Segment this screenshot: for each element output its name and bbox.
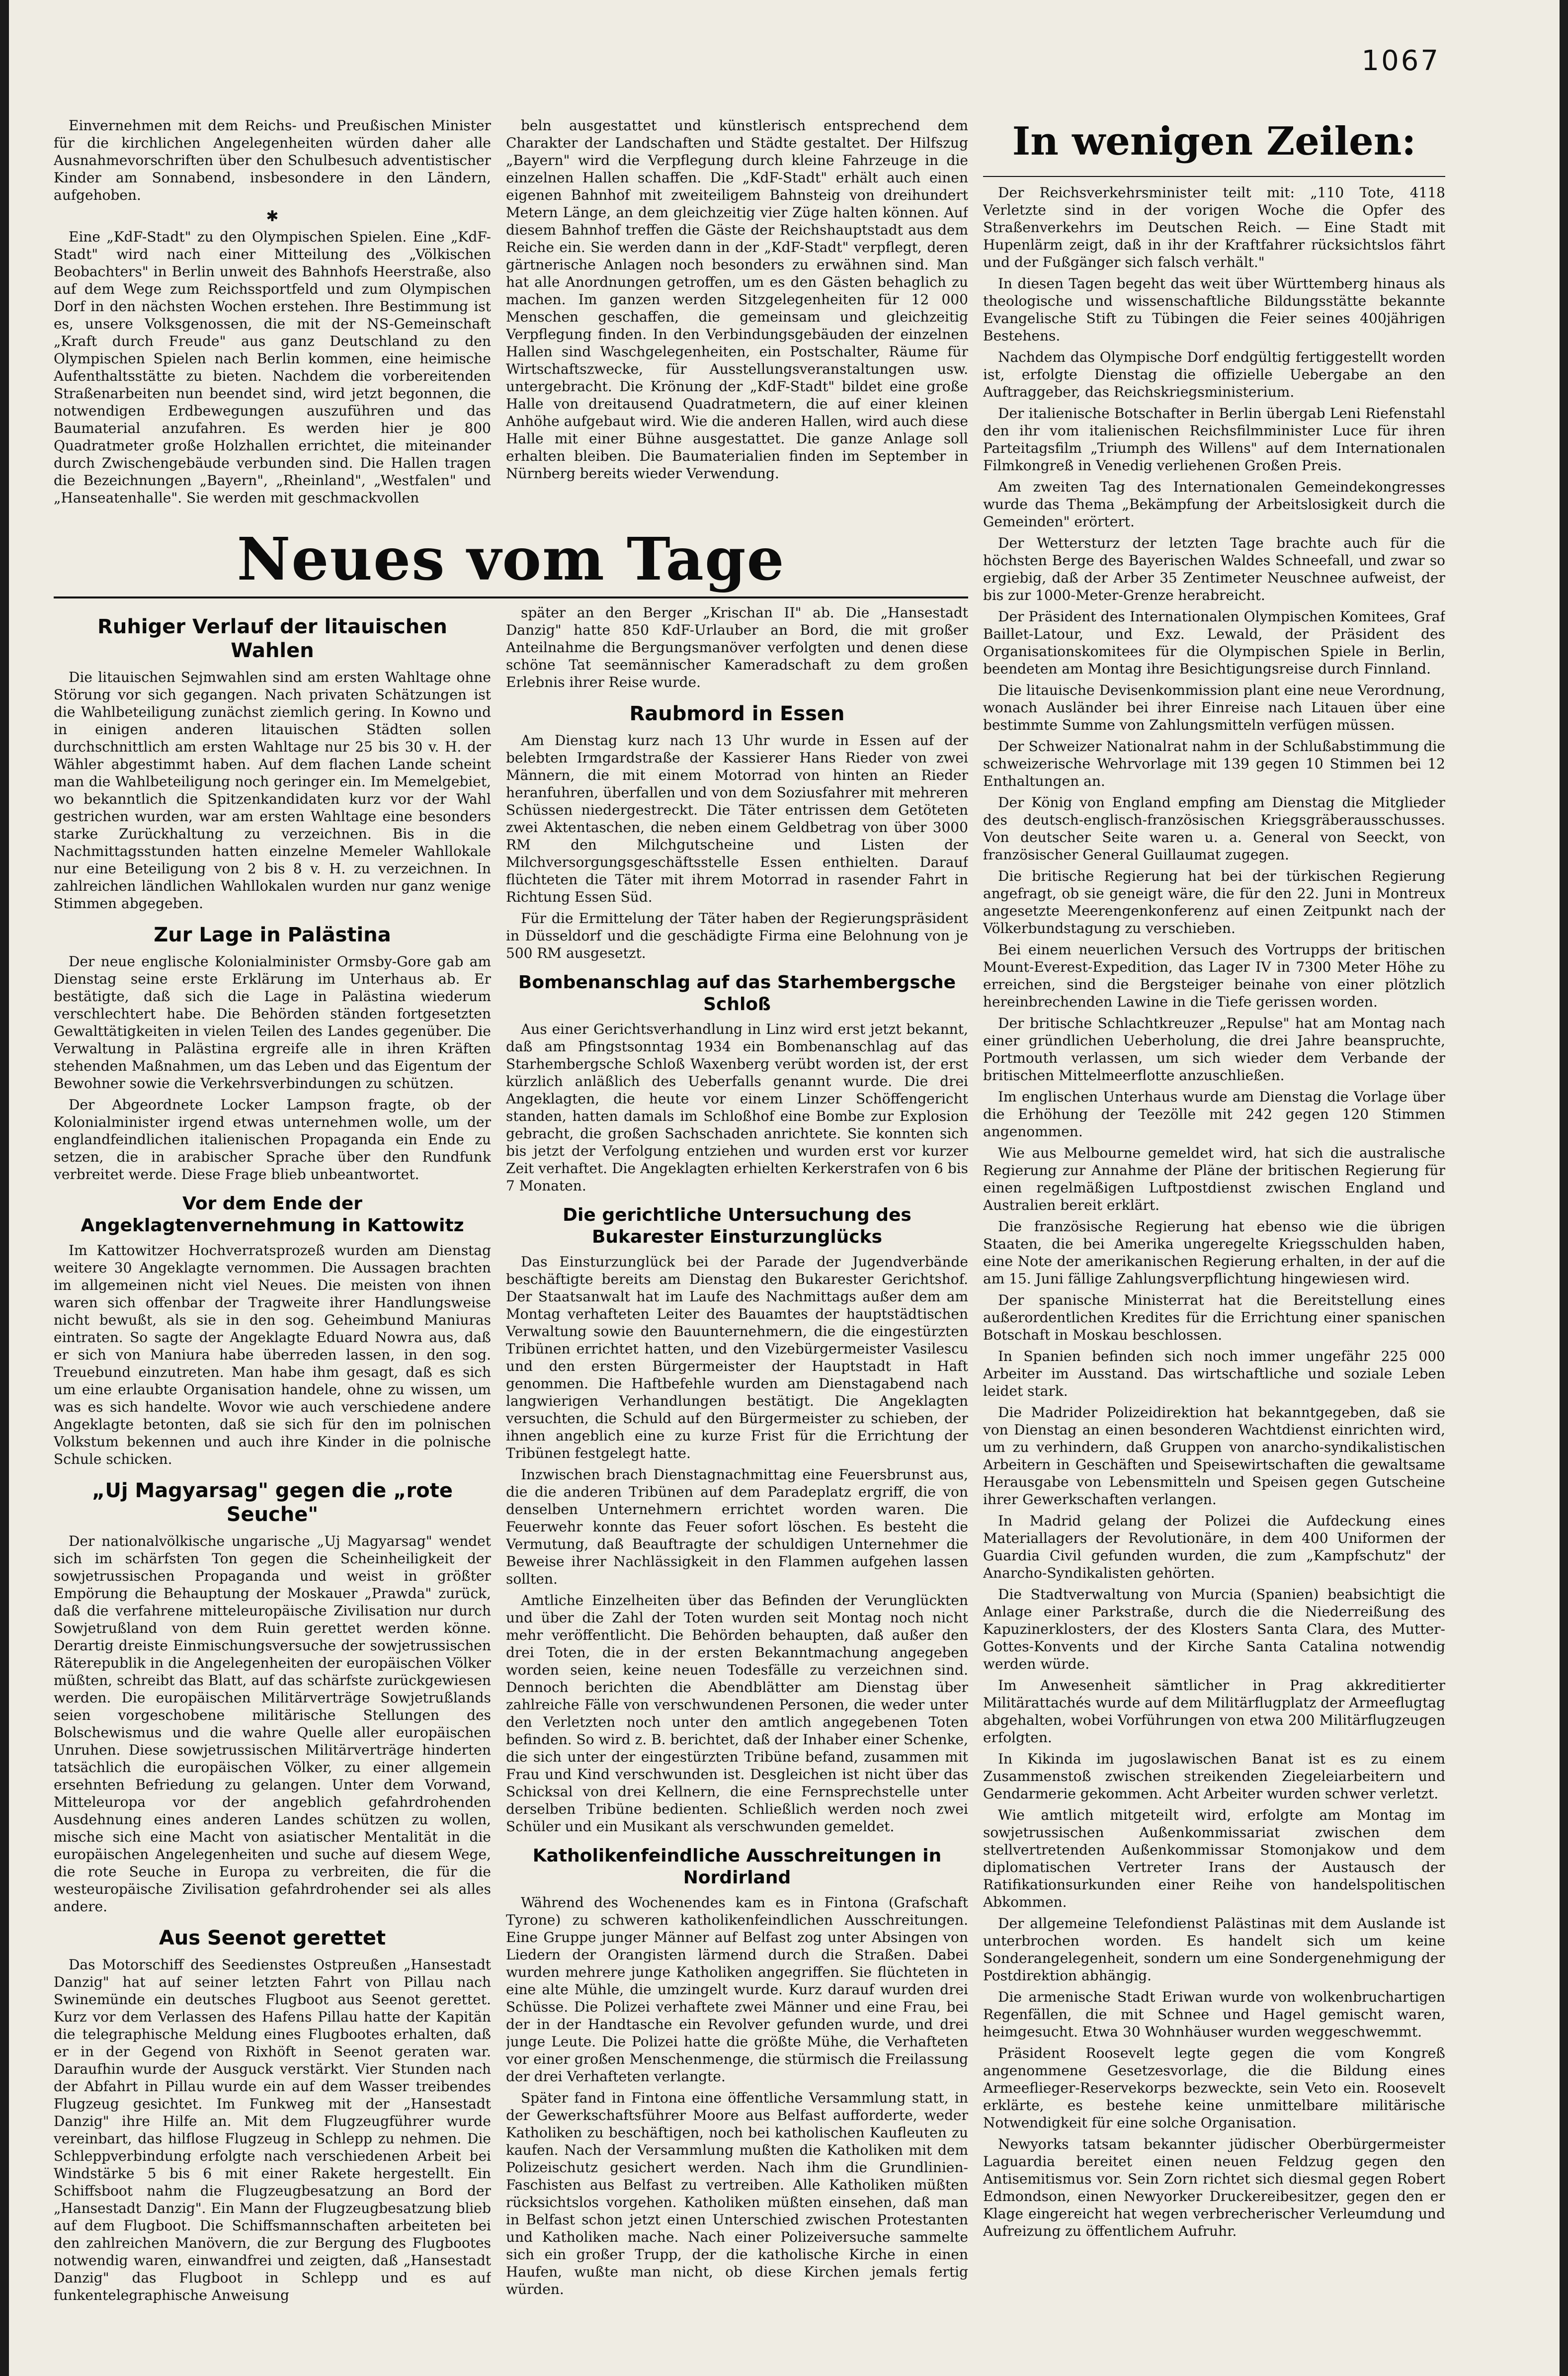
- article-paragraph: Am Dienstag kurz nach 13 Uhr wurde in Essen auf der belebten Irmgardstraße der Kassierer Hans Rieder von zwei Männern, die mit einem Motorrad von hinten an Rieder heranfuhren, überfallen und von dem Soziusfahrer mit mehreren Schüssen niedergestreckt. Die Täter entrissen dem Getöteten zwei Aktentaschen, die neben einem Geldbetrag von über 3000 RM den Milchgutscheine und Listen der Milchversorgungsgeschäftsstelle Essen enthielten. Darauf flüchteten die Täter mit ihrem Motorrad in rasender Fahrt in Richtung Essen Süd.: [506, 732, 968, 905]
- article-paragraph: Später fand in Fintona eine öffentliche Versammlung statt, in der Gewerkschaftsführer Moore aus Belfast aufforderte, weder Katholiken zu beschäftigen, noch bei katholischen Kaufleuten zu kaufen. Nach der Versammlung mußten die Katholiken mit dem Polizeischutz gesichert werden. Nach ihm die Grundlinien-Faschisten aus Belfast zu vertreiben. Alle Katholiken müßten rücksichtslos vorgehen. Katholiken müßten einsehen, daß man in Belfast schon jetzt einen Unterschied zwischen Protestanten und Katholiken mache. Nach einer Polizeiversuche sammelte sich ein großer Trupp, der die katholische Kirche in einen Haufen, wußte man nicht, ob diese Kirchen jemals fertig würden.: [506, 2090, 968, 2297]
- article-paragraph: Am zweiten Tag des Internationalen Gemeindekongresses wurde das Thema „Bekämpfung der Arbeitslosigkeit durch die Gemeinden" erörtert.: [983, 479, 1445, 530]
- article-paragraph: Das Motorschiff des Seedienstes Ostpreußen „Hansestadt Danzig" hat auf seiner letzten Fahrt von Pillau nach Swinemünde ein deutsches Flugboot aus Seenot gerettet. Kurz vor dem Verlassen des Hafens Pillau hatte der Kapitän die telegraphische Meldung eines Flugbootes erhalten, daß er in der Gegend von Rixhöft in Seenot geraten war. Daraufhin wurde der Ausguck verstärkt. Vier Stunden nach der Abfahrt in Pillau wurde ein auf dem Wasser treibendes Flugzeug gesichtet. Im Funkweg mit der „Hansestadt Danzig" ihre Hilfe an. Mit dem Flugzeugführer wurde vereinbart, das hilflose Flugzeug in Schlepp zu nehmen. Die Schleppverbindung erfolgte nach verschiedenen Arbeit bei Windstärke 5 bis 6 mit einer Rakete hergestellt. Ein Schiffsboot nahm die Flugzeugbesatzung an Bord der „Hansestadt Danzig". Ein Mann der Flugzeugbesatzung blieb auf dem Flugboot. Die Schiffsmannschaften arbeiteten bei den zahlreichen Manövern, die zur Bergung des Flugbootes notwendig waren, einwandfrei und zeigten, daß „Hansestadt Danzig" das Flugboot in Schlepp und es auf funkentelegraphische Anweisung: [54, 1956, 491, 2303]
- newspaper-page: [9, 0, 1560, 2376]
- section-banner: Neues vom Tage: [237, 524, 785, 594]
- article-paragraph: In Spanien befinden sich noch immer ungefähr 225 000 Arbeiter im Ausstand. Das wirtschaftliche und soziale Leben leidet stark.: [983, 1348, 1445, 1399]
- article-paragraph: Die armenische Stadt Eriwan wurde von wolkenbruchartigen Regenfällen, die mit Schnee und Hagel gemischt waren, heimgesucht. Etwa 30 Wohnhäuser wurden weggeschwemmt.: [983, 1989, 1445, 2040]
- article-paragraph: Der König von England empfing am Dienstag die Mitglieder des deutsch-englisch-französischen Kriegsgräberausschusses. Von deutscher Seite waren u. a. General von Seeckt, von französischer General Guillaumat zugegen.: [983, 794, 1445, 863]
- article-paragraph: Der Wettersturz der letzten Tage brachte auch für die höchsten Berge des Bayerischen Waldes Schneefall, und zwar so ergiebig, daß der Arber 35 Zentimeter Neuschnee aufweist, der bis zur 1000-Meter-Grenze herabreicht.: [983, 535, 1445, 603]
- article-paragraph: Die Stadtverwaltung von Murcia (Spanien) beabsichtigt die Anlage einer Parkstraße, durch die die Niederreißung des Kapuzinerklosters, der des Klosters Santa Clara, des Mutter-Gottes-Konvents und der Kirche Santa Catalina notwendig werden würde.: [983, 1586, 1445, 1672]
- article-headline: Katholikenfeindliche Ausschreitungen in Nordirland: [532, 1846, 942, 1888]
- article-paragraph: Der allgemeine Telefondienst Palästinas mit dem Auslande ist unterbrochen worden. Es handelt sich um keine Sonderangelegenheit, sondern um eine Sondergenehmigung der Postdirektion abhängig.: [983, 1915, 1445, 1984]
- article-paragraph: Wie amtlich mitgeteilt wird, erfolgte am Montag im sowjetrussischen Außenkommissariat zwischen dem stellvertretenden Außenkommissar Stomonjakow und dem diplomatischen Vertreter Irans der Austausch der Ratifikationsurkunden einer Reihe von handelspolitischen Abkommen.: [983, 1807, 1445, 1910]
- article-headline: Aus Seenot gerettet: [159, 1927, 386, 1950]
- article-paragraph: Der spanische Ministerrat hat die Bereitstellung eines außerordentlichen Kredites für die Errichtung einer spanischen Botschaft in Moskau beschlossen.: [983, 1292, 1445, 1343]
- article-paragraph: In Kikinda im jugoslawischen Banat ist es zu einem Zusammenstoß zwischen streikenden Ziegeleiarbeitern und Gendarmerie gekommen. Acht Arbeiter wurden schwer verletzt.: [983, 1751, 1445, 1802]
- section-headline: In wenigen Zeilen:: [1012, 119, 1416, 164]
- article-paragraph: Die britische Regierung hat bei der türkischen Regierung angefragt, ob sie geneigt wäre, die für den 22. Juni in Montreux angesetzte Meerengenkonferenz auf einen Zeitpunkt nach der Völkerbundstagung zu verschieben.: [983, 868, 1445, 936]
- article-paragraph: Während des Wochenendes kam es in Fintona (Grafschaft Tyrone) zu schweren katholikenfeindlichen Ausschreitungen. Eine Gruppe junger Männer auf Belfast zog unter Absingen von Liedern der Orangisten lärmend durch die Straßen. Dabei wurden mehrere junge Katholiken angegriffen. Sie flüchteten in eine alte Mühle, die umzingelt wurde. Kurz darauf wurden drei Schüsse. Die Polizei verhaftete zwei Männer und eine Frau, bei der in der Handtasche ein Revolver gefunden wurde, und drei junge Leute. Die Polizei hatte die größte Mühe, die Verhafteten vor einer großen Menschenmenge, die stürmisch die Freilassung der drei Verhafteten verlangte.: [506, 1894, 968, 2085]
- article-paragraph: Der Abgeordnete Locker Lampson fragte, ob der Kolonialminister irgend etwas unternehmen wolle, um der englandfeindlichen italienischen Propaganda ein Ende zu setzen, die in arabischer Sprache über den Rundfunk verbreitet werde. Diese Frage blieb unbeantwortet.: [54, 1097, 491, 1183]
- article-paragraph: In Madrid gelang der Polizei die Aufdeckung eines Materiallagers der Revolutionäre, in dem 400 Uniformen der Guardia Civil gefunden wurden, die zum „Kampfschutz" der Anarcho-Syndikalisten gehörten.: [983, 1513, 1445, 1581]
- headline-divider: [983, 176, 1445, 177]
- article-paragraph: Das Einsturzunglück bei der Parade der Jugendverbände beschäftigte bereits am Dienstag den Bukarester Gerichtshof. Der Staatsanwalt hat im Laufe des Nachmittags außer dem am Montag verhafteten Leiter des Bauamtes der hauptstädtischen Verwaltung sowie den Bauunternehmern, die die eingestürzten Tribünen errichtet hatten, und den Vizebürgermeister Vasilescu und den ersten Bürgermeister der Hauptstadt in Haft genommen. Die Haftbefehle wurden am Dienstagabend nach langwierigen Verhandlungen bestätigt. Die Angeklagten versuchten, die Schuld auf den Bürgermeister zu schieben, der ihnen angeblich eine zu kurze Frist für die Errichtung der Tribünen festgelegt hatte.: [506, 1254, 968, 1461]
- article-paragraph: Bei einem neuerlichen Versuch des Vortrupps der britischen Mount-Everest-Expedition, das Lager IV in 7300 Meter Höhe zu erreichen, sind die Bergsteiger beinahe von einer plötzlich hereinbrechenden Lawine in die Tiefe gerissen worden.: [983, 941, 1445, 1010]
- article-headline: Raubmord in Essen: [629, 702, 845, 725]
- article-paragraph: Die französische Regierung hat ebenso wie die übrigen Staaten, die bei Amerika ungeregelte Kriegsschulden haben, eine Note der amerikanischen Regierung erhalten, in der auf die am 15. Juni fällige Zahlungsverpflichtung hingewiesen wird.: [983, 1218, 1445, 1287]
- article-paragraph: Der neue englische Kolonialminister Ormsby-Gore gab am Dienstag seine erste Erklärung im Unterhaus ab. Er bestätigte, daß sich die Lage in Palästina wiederum verschlechtert habe. Die Behörden ständen fortgesetzten Gewalttätigkeiten in vielen Teilen des Landes gegenüber. Die Verwaltung in Palästina ergreife alle in ihren Kräften stehenden Maßnahmen, um das Leben und das Eigentum der Bewohner sowie die Verkehrsverbindungen zu schützen.: [54, 953, 491, 1092]
- column-1-lower: [54, 604, 491, 2364]
- article-headline: Zur Lage in Palästina: [154, 924, 391, 946]
- column-2-lower: [506, 604, 968, 2364]
- article-headline: Ruhiger Verlauf der litauischen Wahlen: [97, 615, 447, 662]
- article-paragraph: Der Schweizer Nationalrat nahm in der Schlußabstimmung die schweizerische Wehrvorlage mit 139 gegen 10 Stimmen bei 12 Enthaltungen an.: [983, 738, 1445, 789]
- article-paragraph: In diesen Tagen begeht das weit über Württemberg hinaus als theologische und wissenschaftliche Bildungsstätte bekannte Evangelische Stift zu Tübingen die Feier seines 400jährigen Bestehens.: [983, 275, 1445, 344]
- article-paragraph: Der Reichsverkehrsminister teilt mit: „110 Tote, 4118 Verletzte sind in der vorigen Woche die Opfer des Straßenverkehrs im Deutschen Reich. — Eine Stadt mit Hupenlärm zeigt, daß in ihr der Kraftfahrer rücksichtslos fährt und der Fußgänger sich falsch verhält.": [983, 184, 1445, 270]
- article-paragraph: Inzwischen brach Dienstagnachmittag eine Feuersbrunst aus, die die anderen Tribünen auf dem Paradeplatz ergriff, die von denselben Unternehmern errichtet worden waren. Die Feuerwehr konnte das Feuer sofort löschen. Es besteht die Vermutung, daß Beauftragte der schuldigen Unternehmer die Beweise ihrer Nachlässigkeit in den Flammen aufgehen lassen sollten.: [506, 1466, 968, 1587]
- article-paragraph: Im Anwesenheit sämtlicher in Prag akkreditierter Militärattachés wurde auf dem Militärflugplatz der Armeeflugtag abgehalten, wobei Vorführungen von etwa 200 Militärflugzeugen erfolgten.: [983, 1677, 1445, 1746]
- article-headline: Vor dem Ende der Angeklagtenvernehmung in Kattowitz: [81, 1193, 464, 1236]
- banner-divider: [54, 596, 968, 598]
- article-paragraph: später an den Berger „Krischan II" ab. Die „Hansestadt Danzig" hatte 850 KdF-Urlauber an Bord, die mit großer Anteilnahme die Bergungsmanöver verfolgten und denen diese schöne Tat seemännischer Kameradschaft zu dem großen Erlebnis ihrer Reise wurde.: [506, 604, 968, 690]
- column-3-in-wenigen-zeilen: [983, 117, 1445, 2364]
- article-paragraph: Einvernehmen mit dem Reichs- und Preußischen Minister für die kirchlichen Angelegenheiten würden daher alle Ausnahmevorschriften über den Schulbesuch adventistischer Kinder am Sonnabend, insbesondere in den Ländern, aufgehoben.: [54, 117, 491, 203]
- article-paragraph: Newyorks tatsam bekannter jüdischer Oberbürgermeister Laguardia bereitet einen neuen Feldzug gegen den Antisemitismus vor. Sein Zorn richtet sich diesmal gegen Robert Edmondson, einen Newyorker Druckereibesitzer, gegen den er Klage eingereicht hat wegen verbrecherischer Verleumdung und Aufreizung zu öffentlichem Aufruhr.: [983, 2136, 1445, 2239]
- article-paragraph: Präsident Roosevelt legte gegen die vom Kongreß angenommene Gesetzesvorlage, die die Bildung eines Armeeflieger-Reservekorps bezweckte, sein Veto ein. Roosevelt erklärte, es bestehe keine unmittelbare militärische Notwendigkeit für eine solche Organisation.: [983, 2045, 1445, 2131]
- column-2-upper: [506, 117, 968, 514]
- article-headline: „Uj Magyarsag" gegen die „rote Seuche": [92, 1479, 453, 1526]
- article-headline: Die gerichtliche Untersuchung des Bukarester Einsturzunglücks: [563, 1205, 911, 1247]
- article-paragraph: Der Präsident des Internationalen Olympischen Komitees, Graf Baillet-Latour, und Exz. Lewald, der Präsident des Organisationskomitees für die Olympischen Spiele in Berlin, beendeten am Montag ihre Besichtigungsreise durch Finnland.: [983, 608, 1445, 677]
- article-paragraph: Wie aus Melbourne gemeldet wird, hat sich die australische Regierung zur Annahme der Pläne der britischen Regierung für einen regelmäßigen Luftpostdienst zwischen England und Australien bereit erklärt.: [983, 1145, 1445, 1213]
- article-paragraph: Eine „KdF-Stadt" zu den Olympischen Spielen. Eine „KdF-Stadt" wird nach einer Mitteilung des „Völkischen Beobachters" in Berlin unweit des Bahnhofs Heerstraße, also auf dem Wege zum Reichssportfeld und zum Olympischen Dorf in den nächsten Wochen erstehen. Ihre Bestimmung ist es, unsere Volksgenossen, die mit der NS-Gemeinschaft „Kraft durch Freude" aus ganz Deutschland zu den Olympischen Spielen nach Berlin kommen, eine heimische Aufenthaltsstätte zu bieten. Nachdem die vorbereitenden Straßenarbeiten nun beendet sind, wird jetzt begonnen, die notwendigen Erdbewegungen auszuführen und das Baumaterial anzufahren. Es werden hier je 800 Quadratmeter große Holzhallen errichtet, die miteinander durch Zwischengebäude verbunden sind. Die Hallen tragen die Bezeichnungen „Bayern", „Rheinland", „Westfalen" und „Hanseatenhalle". Sie werden mit geschmackvollen: [54, 229, 491, 506]
- article-paragraph: Die litauische Devisenkommission plant eine neue Verordnung, wonach Ausländer bei ihrer Einreise nach Litauen über eine bestimmte Summe von Zahlungsmitteln verfügen müssen.: [983, 682, 1445, 733]
- article-paragraph: Nachdem das Olympische Dorf endgültig fertiggestellt worden ist, erfolgte Dienstag die offizielle Uebergabe an den Auftraggeber, das Reichskriegsministerium.: [983, 349, 1445, 400]
- article-paragraph: Die litauischen Sejmwahlen sind am ersten Wahltage ohne Störung vor sich gegangen. Nach privaten Schätzungen ist die Wahlbeteiligung zunächst ziemlich gering. In Kowno und in einigen anderen litauischen Städten sollen durchschnittlich am ersten Wahltage nur 25 bis 30 v. H. der Wähler abgestimmt haben. Auf dem flachen Lande scheint man die Wahlbeteiligung noch geringer ein. Im Memelgebiet, wo bekanntlich die Spitzenkandidaten kurz vor der Wahl gestrichen wurden, war am ersten Wahltage eine besonders starke Zurückhaltung zu verzeichnen. Bis in die Nachmittagsstunden hatten einzelne Memeler Wahllokale nur eine Beteiligung von 2 bis 8 v. H. zu verzeichnen. In zahlreichen ländlichen Wahllokalen wurden nur ganz wenige Stimmen abgegeben.: [54, 669, 491, 912]
- article-paragraph: beln ausgestattet und künstlerisch entsprechend dem Charakter der Landschaften und Städte gestaltet. Der Hilfszug „Bayern" wird die Verpflegung durch kleine Fahrzeuge in die einzelnen Hallen schaffen. Die „KdF-Stadt" erhält auch einen eigenen Bahnhof mit zweiteiligem Bahnsteig von dreihundert Metern Länge, an dem gleichzeitig vier Züge halten können. Auf diesem Bahnhof treffen die Gäste der Reichshauptstadt aus dem Reiche ein. Sie werden dann in der „KdF-Stadt" verpflegt, deren gärtnerische Anlagen noch besonders zu erwähnen sind. Man hat alle Anordnungen getroffen, um es den Gästen behaglich zu machen. Im ganzen werden Sitzgelegenheiten für 12 000 Menschen geschaffen, die gemeinsam und gleichzeitig Verpflegung finden. In den Verbindungsgebäuden der einzelnen Hallen sind Waschgelegenheiten, ein Postschalter, Räume für Wirtschaftszwecke, für Ausstellungsveranstaltungen usw. untergebracht. Die Krönung der „KdF-Stadt" bildet eine große Halle von dreitausend Quadratmetern, die auf einer kleinen Anhöhe aufgebaut wird. Wie die anderen Hallen, wird auch diese Halle mit einer Bühne ausgestattet. Die ganze Anlage soll erhalten bleiben. Die Baumaterialien finden im September in Nürnberg bereits wieder Verwendung.: [506, 117, 968, 482]
- article-paragraph: Der nationalvölkische ungarische „Uj Magyarsag" wendet sich im schärfsten Ton gegen die Scheinheiligkeit der sowjetrussischen Propaganda und weist in größter Empörung die Behauptung der Moskauer „Prawda" zurück, daß die verfahrene mitteleuropäische Zivilisation nur durch Sowjetrußland von dem Ruin gerettet werden könne. Derartig dreiste Einmischungsversuche der sowjetrussischen Räterepublik in die Angelegenheiten der europäischen Völker müßten, schreibt das Blatt, auf das schärfste zurückgewiesen werden. Die europäischen Militärverträge Sowjetrußlands seien vorgeschobene militärische Stellungen des Bolschewismus und die wahre Quelle aller europäischen Unruhen. Diese sowjetrussischen Militärverträge hinderten tatsächlich die europäischen Völker, zu einer allgemein ersehnten Befriedung zu gelangen. Unter dem Vorwand, Mitteleuropa vor der angeblich gefahrdrohenden Ausdehnung eines anderen Landes schützen zu wollen, mische sich eine Macht von asiatischer Mentalität in die europäischen Angelegenheiten und suche auf diesem Wege, die rote Seuche in Europa zu verbreiten, die für die westeuropäische Zivilisation gefahrdrohender sei als alles andere.: [54, 1533, 491, 1915]
- article-paragraph: Der italienische Botschafter in Berlin übergab Leni Riefenstahl den ihr vom italienischen Reichsfilmminister Luce für ihren Parteitagsfilm „Triumph des Willens" auf dem Internationalen Filmkongreß in Venedig verliehenen Großen Preis.: [983, 405, 1445, 474]
- article-paragraph: Für die Ermittelung der Täter haben der Regierungspräsident in Düsseldorf und die geschädigte Firma eine Belohnung von je 500 RM ausgesetzt.: [506, 910, 968, 961]
- article-headline: Bombenanschlag auf das Starhembergsche Schloß: [518, 972, 956, 1015]
- star-separator-icon: ✱: [266, 208, 279, 225]
- article-paragraph: Im englischen Unterhaus wurde am Dienstag die Vorlage über die Erhöhung der Teezölle mit 242 gegen 120 Stimmen angenommen.: [983, 1089, 1445, 1140]
- article-paragraph: Der britische Schlachtkreuzer „Repulse" hat am Montag nach einer gründlichen Ueberholung, die drei Jahre beanspruchte, Portmouth verlassen, um sich wieder dem Verbande der britischen Mittelmeerflotte anzuschließen.: [983, 1015, 1445, 1084]
- article-paragraph: Im Kattowitzer Hochverratsprozeß wurden am Dienstag weitere 30 Angeklagte vernommen. Die Aussagen brachten im allgemeinen nicht viel Neues. Die meisten von ihnen waren sich offenbar der Tragweite ihrer Handlungsweise nicht bewußt, als sie in den sog. Geheimbund Maniuras eintraten. So sagte der Angeklagte Eduard Nowra aus, daß er sich von Maniura habe überreden lassen, in den sog. Treuebund einzutreten. Man habe ihm gesagt, daß es sich um eine erlaubte Organisation handele, ohne zu wissen, um was es sich handelte. Wovor wie auch verschiedene andere Angeklagte betonten, daß sie sich für den im polnischen Volkstum bekennen und auch ihre Kinder in die polnische Schule schicken.: [54, 1242, 491, 1467]
- column-1-upper: [54, 117, 491, 514]
- article-paragraph: Amtliche Einzelheiten über das Befinden der Verunglückten und über die Zahl der Toten wurden seit Montag noch nicht mehr veröffentlicht. Die Behörden behaupten, daß außer den drei Toten, die in der ersten Bekanntmachung angegeben worden seien, keine neuen Todesfälle zu verzeichnen sind. Dennoch berichten die Abendblätter am Dienstag über zahlreiche Fälle von verschwundenen Personen, die weder unter den Verletzten noch unter den amtlich angegebenen Toten befinden. So wird z. B. berichtet, daß der Inhaber einer Schenke, die sich unter der eingestürzten Tribüne befand, zusammen mit Frau und Kind verschwunden ist. Desgleichen ist nicht über das Schicksal von drei Kellnern, die eine Fernsprechstelle unter derselben Tribüne bedienten. Schließlich werden noch zwei Schüler und ein Musikant als verschwunden gemeldet.: [506, 1592, 968, 1835]
- article-paragraph: Aus einer Gerichtsverhandlung in Linz wird erst jetzt bekannt, daß am Pfingstsonntag 1934 ein Bombenanschlag auf das Starhembergsche Schloß Waxenberg verübt worden ist, der erst kürzlich anläßlich des Ueberfalls genannt wurde. Die drei Angeklagten, die heute vor einem Linzer Schöffengericht standen, hatten damals im Schloßhof eine Bombe zur Explosion gebracht, die großen Sachschaden anrichtete. Sie konnten sich bis jetzt der Verfolgung entziehen und wurden erst vor kurzer Zeit verhaftet. Die Angeklagten erhielten Kerkerstrafen von 6 bis 7 Monaten.: [506, 1021, 968, 1194]
- page-number: 1067: [1361, 45, 1440, 77]
- article-paragraph: Die Madrider Polizeidirektion hat bekanntgegeben, daß sie von Dienstag an einen besonderen Wachtdienst einrichten wird, um zu verhindern, daß Gruppen von anarcho-syndikalistischen Arbeitern in Geschäften und Speisewirtschaften die gewaltsame Herausgabe von Lebensmitteln und Speisen gegen Gutscheine ihrer Gewerkschaften verlangen.: [983, 1404, 1445, 1508]
